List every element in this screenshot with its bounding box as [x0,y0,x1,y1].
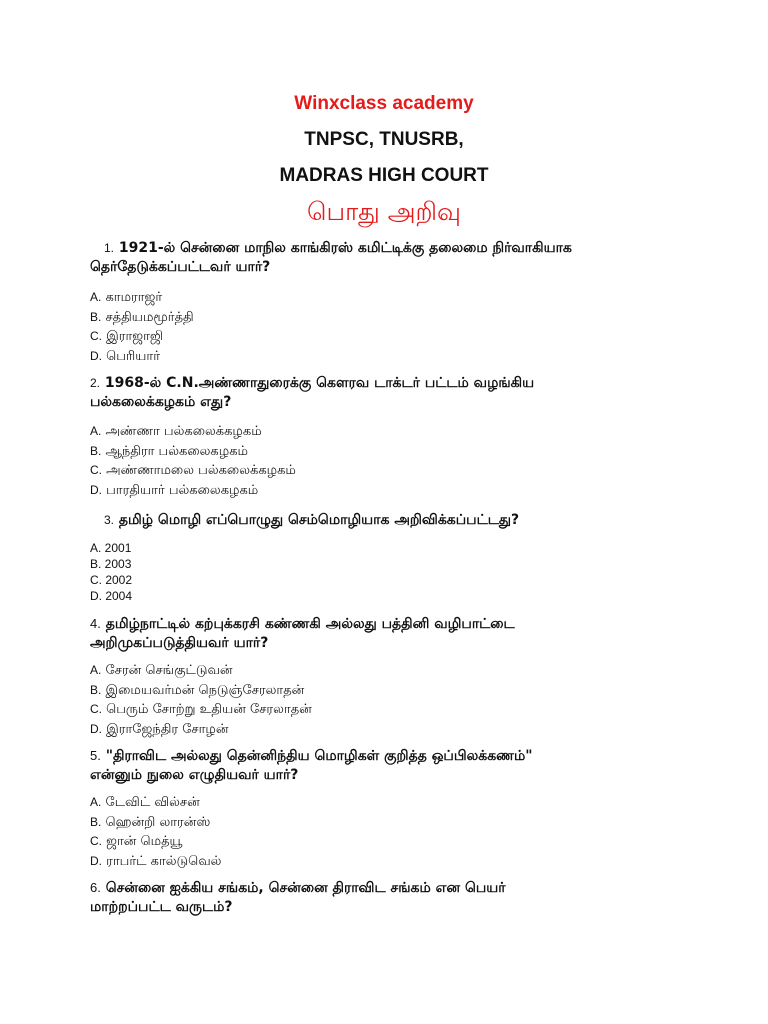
option-a: A. 2001 [90,541,132,555]
question-text-line-1: 1968-ல் C.N.அண்ணாதுரைக்கு கௌரவ டாக்டர் பட்டம் வழங்கிய [100,375,535,391]
options-list-5 [90,793,590,871]
option-d: D. இராஜேந்திர சோழன் [90,721,229,737]
option-d: D. பெரியார் [90,348,161,364]
question-text-line-2: தெர்தேடுக்கப்பட்டவர் யார்? [90,259,271,275]
question-text-line-1: தமிழ் மொழி எப்பொழுது செம்மொழியாக அறிவிக்கப்பட்டது? [114,512,520,528]
option-c: C. இராஜாஜி [90,329,164,344]
question-number: 5. [90,748,101,763]
question-5 [90,746,650,785]
option-b: B. ஹென்றி லாரன்ஸ் [90,814,211,830]
question-6 [90,878,650,917]
question-number: 1. [104,241,115,255]
question-text-line-1: "திராவிட அல்லது தென்னிந்திய மொழிகள் குறித்த ஒப்பிலக்கணம்" [100,748,533,764]
question-text-line-2: அறிமுகப்படுத்தியவர் யார்? [90,635,269,651]
academy-title: Winxclass academy [294,93,474,114]
question-number: 6. [90,880,101,895]
option-b: B. இமையவர்மன் நெடுஞ்சேரலாதன் [90,682,305,698]
exam-line-2: MADRAS HIGH COURT [279,165,489,186]
option-d: D. பாரதியார் பல்கலைகழகம் [90,482,259,498]
option-b: B. 2003 [90,557,132,571]
question-text-line-2: பல்கலைக்கழகம் எது? [90,394,232,410]
option-a: A. அண்ணா பல்கலைக்கழகம் [90,424,262,439]
options-list-4 [90,661,590,739]
option-d: D. ராபர்ட் கால்டுவெல் [90,853,222,869]
options-list-3 [90,540,590,604]
question-number: 4. [90,616,101,631]
question-text-line-2: மாற்றப்பட்ட வருடம்? [90,899,233,915]
option-c: C. 2002 [90,573,133,587]
question-2 [90,374,650,412]
question-number: 3. [104,513,115,527]
option-a: A. டேவிட் வில்சன் [90,795,200,810]
option-d: D. 2004 [90,589,133,603]
option-b: B. சத்தியமமூர்த்தி [90,309,194,325]
subject-title: பொது அறிவு [307,197,461,226]
option-c: C. அண்ணாமலை பல்கலைக்கழகம் [90,463,296,478]
question-text-line-1: 1921-ல் சென்னை மாநில காங்கிரஸ் கமிட்டிக்கு தலைமை நிர்வாகியாக [114,240,572,256]
option-b: B. ஆந்திரா பல்கலைகழகம் [90,443,248,459]
question-text-line-1: சென்னை ஐக்கிய சங்கம், சென்னை திராவிட சங்கம் என பெயர் [100,880,506,896]
option-c: C. ஜான் மெத்யூ [90,834,183,849]
question-text-line-2: என்னும் நுலை எழுதியவர் யார்? [90,767,299,783]
options-list-1 [90,288,590,366]
question-3 [90,511,650,530]
option-c: C. பெரும் சோற்று உதியன் சேரலாதன் [90,702,312,717]
question-1 [90,239,650,277]
question-text-line-1: தமிழ்நாட்டில் கற்புக்கரசி கண்ணகி அல்லது பத்தினி வழிபாட்டை [100,616,515,632]
question-number: 2. [90,376,101,390]
option-a: A. காமராஜர் [90,290,163,305]
options-list-2 [90,422,590,500]
option-a: A. சேரன் செங்குட்டுவன் [90,663,233,678]
question-4 [90,614,650,653]
exam-line-1: TNPSC, TNUSRB, [304,129,464,150]
